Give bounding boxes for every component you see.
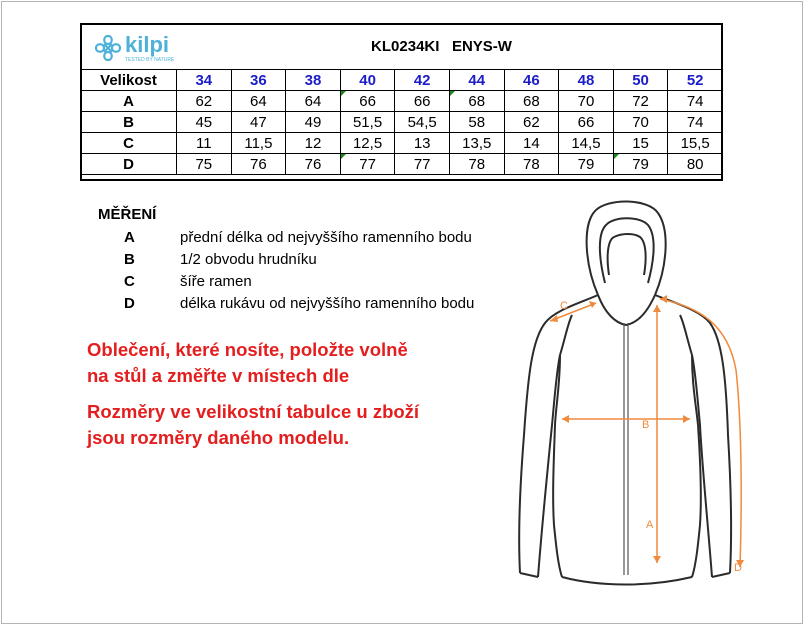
zipper <box>624 323 628 575</box>
table-cell: 68 <box>449 91 504 112</box>
table-cell: 62 <box>504 112 559 133</box>
table-cell: 79 <box>613 154 668 175</box>
table-cell: 12 <box>286 133 341 154</box>
table-cell: 12,5 <box>340 133 395 154</box>
row-label: A <box>81 91 177 112</box>
product-code: KL0234KI <box>371 38 440 55</box>
size-label: Velikost <box>81 70 177 91</box>
note-line: Rozměry ve velikostní tabulce u zboží <box>87 401 420 422</box>
comment-marker <box>450 91 455 96</box>
table-cell: 49 <box>286 112 341 133</box>
table-cell: 74 <box>668 112 723 133</box>
size-header: 34 <box>177 70 232 91</box>
size-header: 48 <box>559 70 614 91</box>
table-cell: 13 <box>395 133 450 154</box>
table-cell: 14,5 <box>559 133 614 154</box>
table-cell: 66 <box>340 91 395 112</box>
table-cell: 78 <box>449 154 504 175</box>
logo-tagline: TESTED BY NATURE <box>125 57 175 63</box>
measurement-text: 1/2 obvodu hrudníku <box>180 251 317 268</box>
table-row <box>81 91 723 112</box>
table-cell: 70 <box>613 112 668 133</box>
label-d: D <box>734 562 742 574</box>
table-cell: 11,5 <box>231 133 286 154</box>
table-cell: 14 <box>504 133 559 154</box>
label-c: C <box>560 300 568 312</box>
table-cell: 75 <box>177 154 232 175</box>
row-label: B <box>81 112 177 133</box>
jacket-outline <box>519 201 731 584</box>
size-table <box>80 23 723 175</box>
table-row <box>81 112 723 133</box>
row-label: C <box>81 133 177 154</box>
measurement-text: šíře ramen <box>180 273 252 290</box>
table-title-cell <box>81 24 723 70</box>
measurement-key: C <box>124 273 135 290</box>
table-row <box>81 133 723 154</box>
table-cell: 68 <box>504 91 559 112</box>
measurement-text: přední délka od nejvyššího ramenního bodu <box>180 229 472 246</box>
table-cell: 47 <box>231 112 286 133</box>
table-cell: 74 <box>668 91 723 112</box>
table-cell: 76 <box>286 154 341 175</box>
table-cell: 62 <box>177 91 232 112</box>
note-line: Oblečení, které nosíte, položte volně <box>87 339 408 360</box>
table-cell: 79 <box>559 154 614 175</box>
table-cell: 11 <box>177 133 232 154</box>
jacket-diagram <box>510 195 750 590</box>
measurement-key: A <box>124 229 135 246</box>
size-header: 50 <box>613 70 668 91</box>
label-b: B <box>642 419 650 431</box>
table-row <box>81 154 723 175</box>
table-cell: 72 <box>613 91 668 112</box>
table-cell: 70 <box>559 91 614 112</box>
table-cell: 54,5 <box>395 112 450 133</box>
product-name: ENYS-W <box>451 38 512 55</box>
table-cell: 80 <box>668 154 723 175</box>
table-cell: 15 <box>613 133 668 154</box>
size-header: 42 <box>395 70 450 91</box>
logo-brand: kilpi <box>125 32 170 57</box>
row-label: D <box>81 154 177 175</box>
table-cell: 77 <box>340 154 395 175</box>
table-cell: 15,5 <box>668 133 723 154</box>
size-header: 52 <box>668 70 723 91</box>
measurement-key: B <box>124 251 135 268</box>
table-cell: 64 <box>231 91 286 112</box>
table-cell: 66 <box>395 91 450 112</box>
size-header: 44 <box>449 70 504 91</box>
comment-marker <box>341 154 346 159</box>
table-cell: 58 <box>449 112 504 133</box>
comment-marker <box>341 91 346 96</box>
size-header: 46 <box>504 70 559 91</box>
size-header: 40 <box>340 70 395 91</box>
table-cell: 64 <box>286 91 341 112</box>
note-line: jsou rozměry daného modelu. <box>87 427 350 448</box>
measurements-title: MĚŘENÍ <box>98 206 157 223</box>
table-cell: 76 <box>231 154 286 175</box>
size-header: 38 <box>286 70 341 91</box>
measurement-key: D <box>124 295 135 312</box>
table-cell: 77 <box>395 154 450 175</box>
size-header-row <box>81 70 723 91</box>
table-cell: 45 <box>177 112 232 133</box>
table-cell: 13,5 <box>449 133 504 154</box>
table-cell: 51,5 <box>340 112 395 133</box>
product-title <box>81 38 722 55</box>
label-a: A <box>646 519 654 531</box>
note-line: na stůl a změřte v místech dle <box>87 365 350 386</box>
measurement-text: délka rukávu od nejvyššího ramenního bodu <box>180 295 475 312</box>
table-cell: 66 <box>559 112 614 133</box>
table-cell: 78 <box>504 154 559 175</box>
size-header: 36 <box>231 70 286 91</box>
comment-marker <box>614 154 619 159</box>
